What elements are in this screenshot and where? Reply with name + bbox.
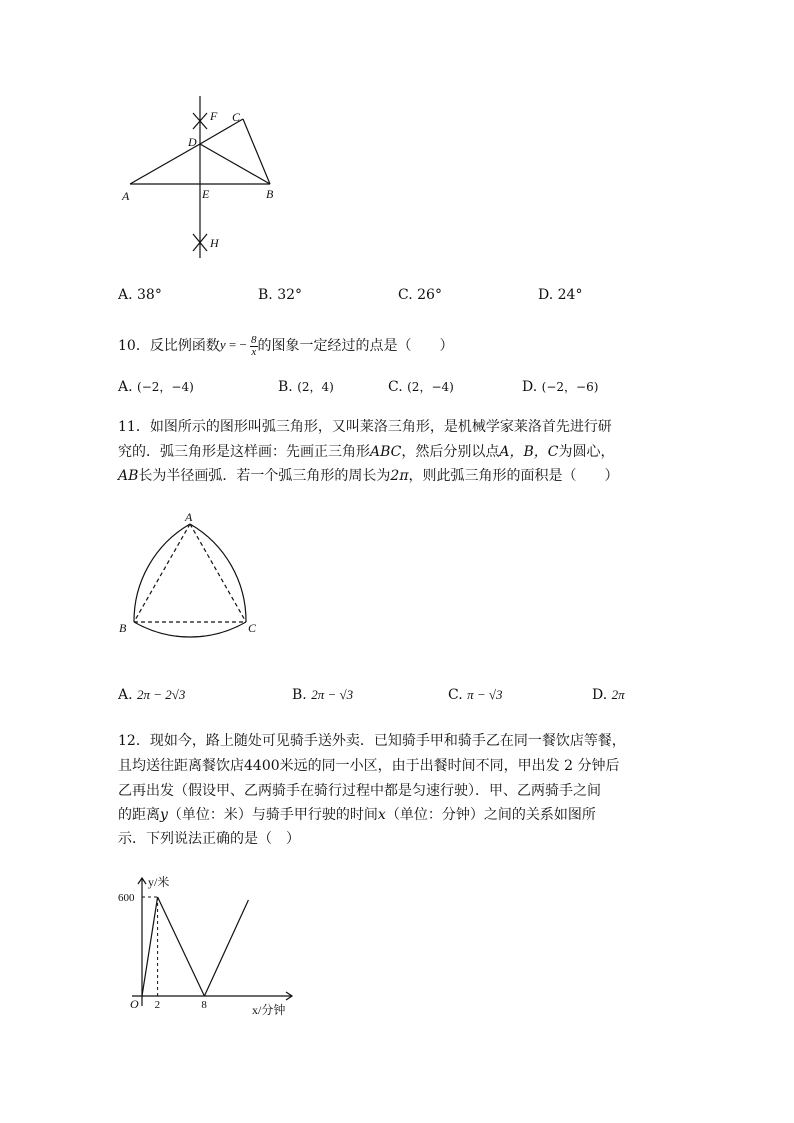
line-db — [200, 144, 270, 184]
q11-option-a[interactable]: A. 2π − 2√3 — [118, 687, 186, 703]
q12-line-3: 乙再出发（假设甲、乙两骑手在骑行过程中都是匀速行驶）．甲、乙两骑手之间 — [118, 783, 601, 799]
q10-option-c[interactable]: C. (2，−4) — [388, 379, 454, 395]
label-e: E — [202, 187, 210, 201]
series-segment-1 — [142, 897, 158, 996]
q9-option-c[interactable]: C. 26° — [398, 287, 442, 303]
label-a: A — [185, 510, 193, 524]
q9-option-b[interactable]: B. 32° — [258, 287, 303, 303]
x-tick-label-2: 8 — [201, 999, 207, 1011]
y-axis-label: y/米 — [148, 875, 170, 889]
q11-line-3: AB长为半径画弧．若一个弧三角形的周长为2π，则此弧三角形的面积是（ ） — [118, 468, 619, 484]
line-ad — [130, 144, 200, 184]
q12-line-2: 且均送往距离餐饮店4400米远的同一小区，由于出餐时间不同，甲出发 2 分钟后 — [118, 758, 620, 774]
q10-option-d[interactable]: D. (−2，−6) — [522, 379, 599, 395]
y-tick-label-1: 600 — [118, 892, 135, 904]
q10-stem: 10．反比例函数y = − $\frac{8}{x}$ 的图象一定经过的点是（ ） — [118, 333, 454, 358]
q11-option-c[interactable]: C. π − √3 — [448, 687, 503, 703]
label-b: B — [266, 187, 274, 201]
q11-line-1: 11．如图所示的图形叫弧三角形，又叫莱洛三角形，是机械学家莱洛首先进行研 — [118, 419, 612, 435]
label-c: C — [248, 621, 257, 635]
dash-ac — [190, 524, 246, 622]
arc-bc — [134, 622, 246, 637]
line-cb — [243, 119, 270, 184]
q11-option-b[interactable]: B. 2π − √3 — [292, 687, 354, 703]
q10-option-a[interactable]: A. (−2，−4) — [118, 379, 194, 395]
q11-option-d[interactable]: D. 2π — [592, 687, 625, 703]
q9-option-a[interactable]: A. 38° — [118, 287, 162, 303]
x-axis-label: x/分钟 — [252, 1003, 286, 1017]
q9-option-d[interactable]: D. 24° — [538, 287, 583, 303]
series-segment-2 — [158, 897, 205, 996]
dash-ab — [134, 524, 190, 622]
figure-q9 — [110, 96, 290, 266]
q11-line-2: 究的．弧三角形是这样画：先画正三角形ABC，然后分别以点A，B，C为圆心， — [118, 444, 615, 460]
origin-label: O — [130, 997, 139, 1011]
series-segment-continuation — [204, 900, 248, 996]
label-h: H — [210, 236, 219, 250]
label-d: D — [188, 135, 197, 149]
q10-option-b[interactable]: B. (2，4) — [278, 379, 334, 395]
q12-line-4: 的距离y（单位：米）与骑手甲行驶的时间x（单位：分钟）之间的关系如图所 — [118, 807, 596, 823]
q12-line-5: 示．下列说法正确的是（ ） — [118, 831, 300, 847]
chart-q12 — [110, 868, 310, 1018]
x-tick-label-1: 2 — [154, 999, 161, 1011]
label-a: A — [122, 189, 130, 203]
label-f: F — [210, 109, 218, 123]
figure-reuleaux-triangle — [112, 508, 272, 638]
label-b: B — [119, 621, 127, 635]
label-c: C — [232, 110, 241, 124]
q12-line-1: 12．现如今，路上随处可见骑手送外卖．已知骑手甲和骑手乙在同一餐饮店等餐， — [118, 733, 626, 749]
